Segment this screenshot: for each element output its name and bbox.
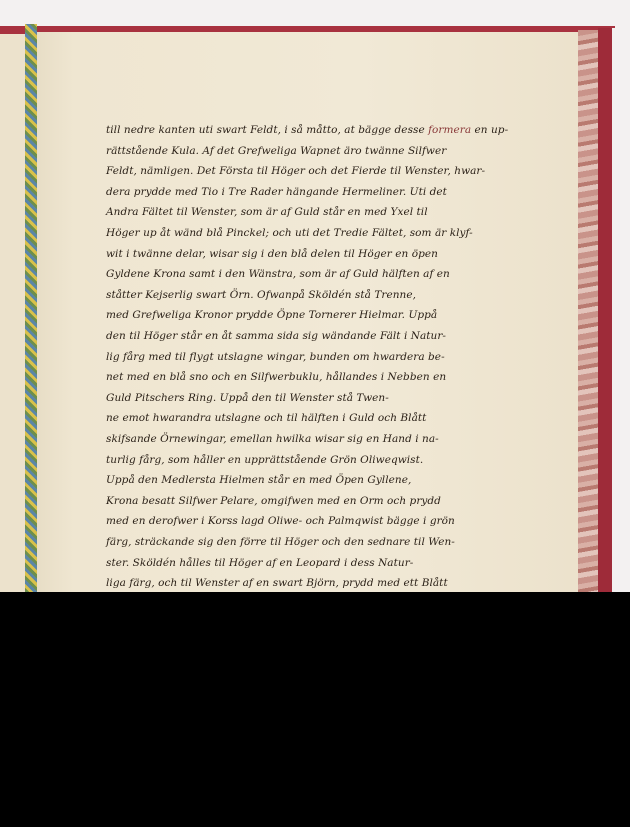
blank-black-area [0, 592, 630, 827]
text-line: den til Höger står en åt samma sida sig wändande Fält i Natur- [106, 330, 447, 342]
text-line: Guld Pitschers Ring. Uppå den til Wenster stå Twen- [106, 391, 389, 404]
bookmark-ribbon [25, 24, 37, 592]
text-line: turlig fårg, som håller en upprättstående Grön Oliweqwist. [106, 453, 424, 466]
text-line: ster. Sköldén hålles til Höger af en Leopard i dess Natur- [106, 556, 414, 569]
text-line: färg, sträckande sig den förre til Höger och den sednare til Wen- [106, 536, 455, 548]
text-line: rättstående Kula. Af det Grefweliga Wapnet äro twänne Silfwer [106, 144, 447, 157]
text-line: Uppå den Medlersta Hielmen står en med Öpen Gyllene, [106, 474, 412, 487]
text-line: dera prydde med Tio i Tre Rader hängande Hermeliner. Uti det [106, 185, 447, 198]
text-line: Höger up åt wänd blå Pinckel; och uti det Tredie Fältet, som är klyf- [106, 227, 473, 239]
text-line: Feldt, nämligen. Det Första til Höger och det Fierde til Wenster, hwar- [106, 165, 486, 178]
text-line: med Grefweliga Kronor prydde Öpne Tornerer Hielmar. Uppå [106, 309, 438, 322]
text-line: ne emot hwarandra utslagne och til hälften i Guld och Blått [106, 412, 427, 425]
text-line: Andra Fältet til Wenster, som är af Guld står en med Yxel til [106, 206, 428, 219]
text-line: lig fårg med til flygt utslagne wingar, bunden om hwardera be- [106, 350, 445, 363]
marbled-endpaper [578, 30, 598, 592]
text-line: net med en blå sno och en Silfwerbuklu, hållandes i Nebben en [106, 371, 447, 384]
text-line: Gyldene Krona samt i den Wänstra, som är af Guld hälften af en [106, 268, 450, 281]
text-line: wit i twänne delar, wisar sig i den blå delen til Höger en öpen [106, 247, 438, 260]
text-line: till nedre kanten uti swart Feldt, i så måtto, at bägge desse formera en up- [106, 124, 509, 136]
text-line: skifsande Örnewingar, emellan hwilka wisar sig en Hand i na- [106, 433, 439, 445]
underlined-word: formera [428, 124, 472, 136]
text-line: liga färg, och til Wenster af en swart Björn, prydd med ett Blått [106, 577, 448, 590]
scan-margin [612, 28, 630, 592]
text-line: Krona besatt Silfwer Pelare, omgifwen med en Orm och prydd [106, 494, 441, 507]
book-cover-right-edge [598, 28, 612, 592]
text-line: ståtter Kejserlig swart Örn. Ofwanpå Sköldén stå Trenne, [106, 288, 416, 301]
text-line: med en derofwer i Korss lagd Oliwe- och Palmqwist bägge i grön [106, 515, 455, 528]
